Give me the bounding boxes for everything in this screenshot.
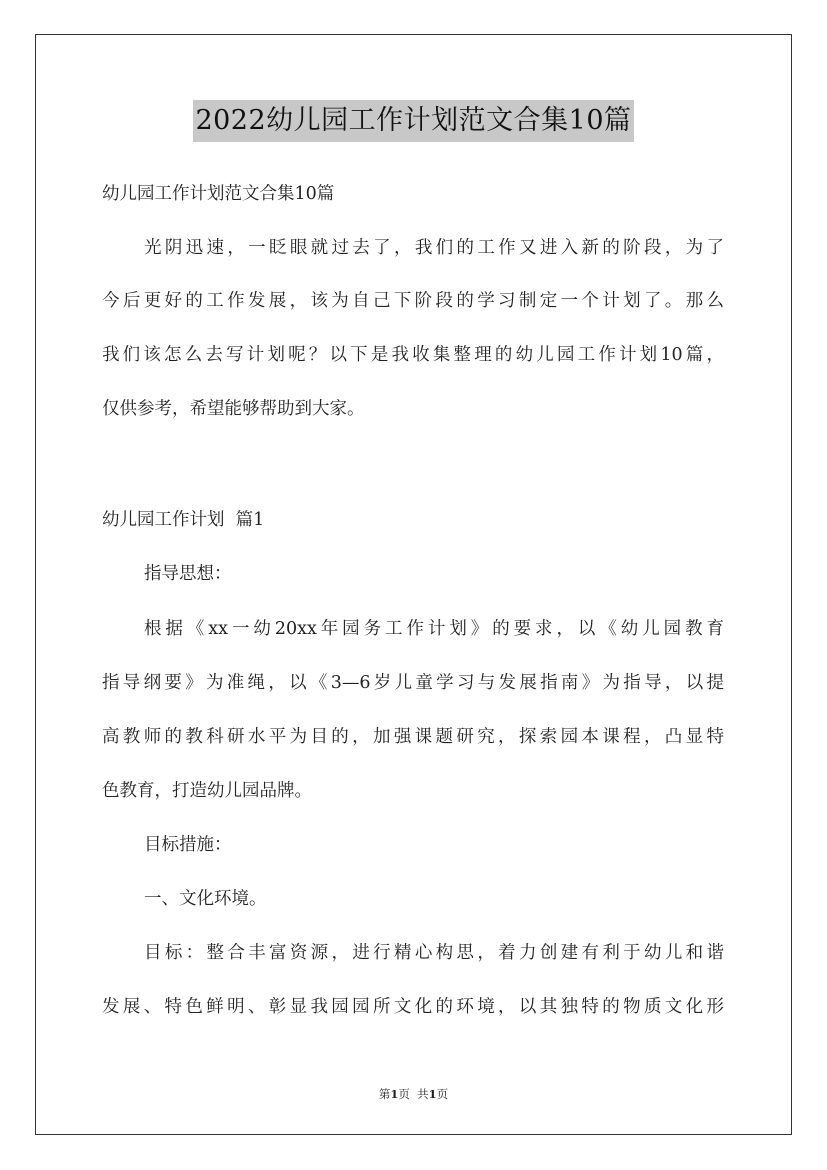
footer-total-pages: 1 bbox=[428, 1087, 437, 1101]
document-subtitle: 幼儿园工作计划范文合集10篇 bbox=[102, 184, 335, 204]
intro-line-4: 仅供参考，希望能够帮助到大家。 bbox=[102, 399, 365, 419]
measures-label: 目标措施： bbox=[144, 835, 232, 855]
intro-line-2: 今后更好的工作发展，该为自己下阶段的学习制定一个计划了。那么 bbox=[102, 291, 724, 311]
document-title: 2022幼儿园工作计划范文合集10篇 bbox=[193, 100, 633, 142]
guiding-line-1: 根据《xx一幼20xx年园务工作计划》的要求，以《幼儿园教育 bbox=[144, 619, 724, 639]
title-container bbox=[0, 100, 827, 142]
intro-line-1: 光阴迅速，一眨眼就过去了，我们的工作又进入新的阶段，为了 bbox=[144, 238, 724, 258]
guiding-line-3: 高教师的教科研水平为目的，加强课题研究，探索园本课程，凸显特 bbox=[102, 727, 724, 747]
page-footer bbox=[0, 1086, 827, 1102]
goal-line-1: 目标：整合丰富资源，进行精心构思，着力创建有利于幼儿和谐 bbox=[144, 943, 724, 963]
culture-item: 一、文化环境。 bbox=[144, 889, 267, 909]
section-heading: 幼儿园工作计划 篇1 bbox=[102, 510, 265, 530]
goal-line-2: 发展、特色鲜明、彰显我园园所文化的环境，以其独特的物质文化形 bbox=[102, 997, 724, 1017]
footer-page-number: 1 bbox=[390, 1087, 399, 1101]
guiding-label: 指导思想： bbox=[144, 564, 232, 584]
footer-prefix: 第 bbox=[378, 1087, 391, 1101]
guiding-line-2: 指导纲要》为准绳，以《3—6岁儿童学习与发展指南》为指导，以提 bbox=[102, 673, 724, 693]
guiding-line-4: 色教育，打造幼儿园品牌。 bbox=[102, 781, 312, 801]
intro-line-3: 我们该怎么去写计划呢？以下是我收集整理的幼儿园工作计划10篇， bbox=[102, 345, 724, 365]
footer-mid: 页 共 bbox=[398, 1087, 429, 1101]
footer-suffix: 页 bbox=[436, 1087, 449, 1101]
